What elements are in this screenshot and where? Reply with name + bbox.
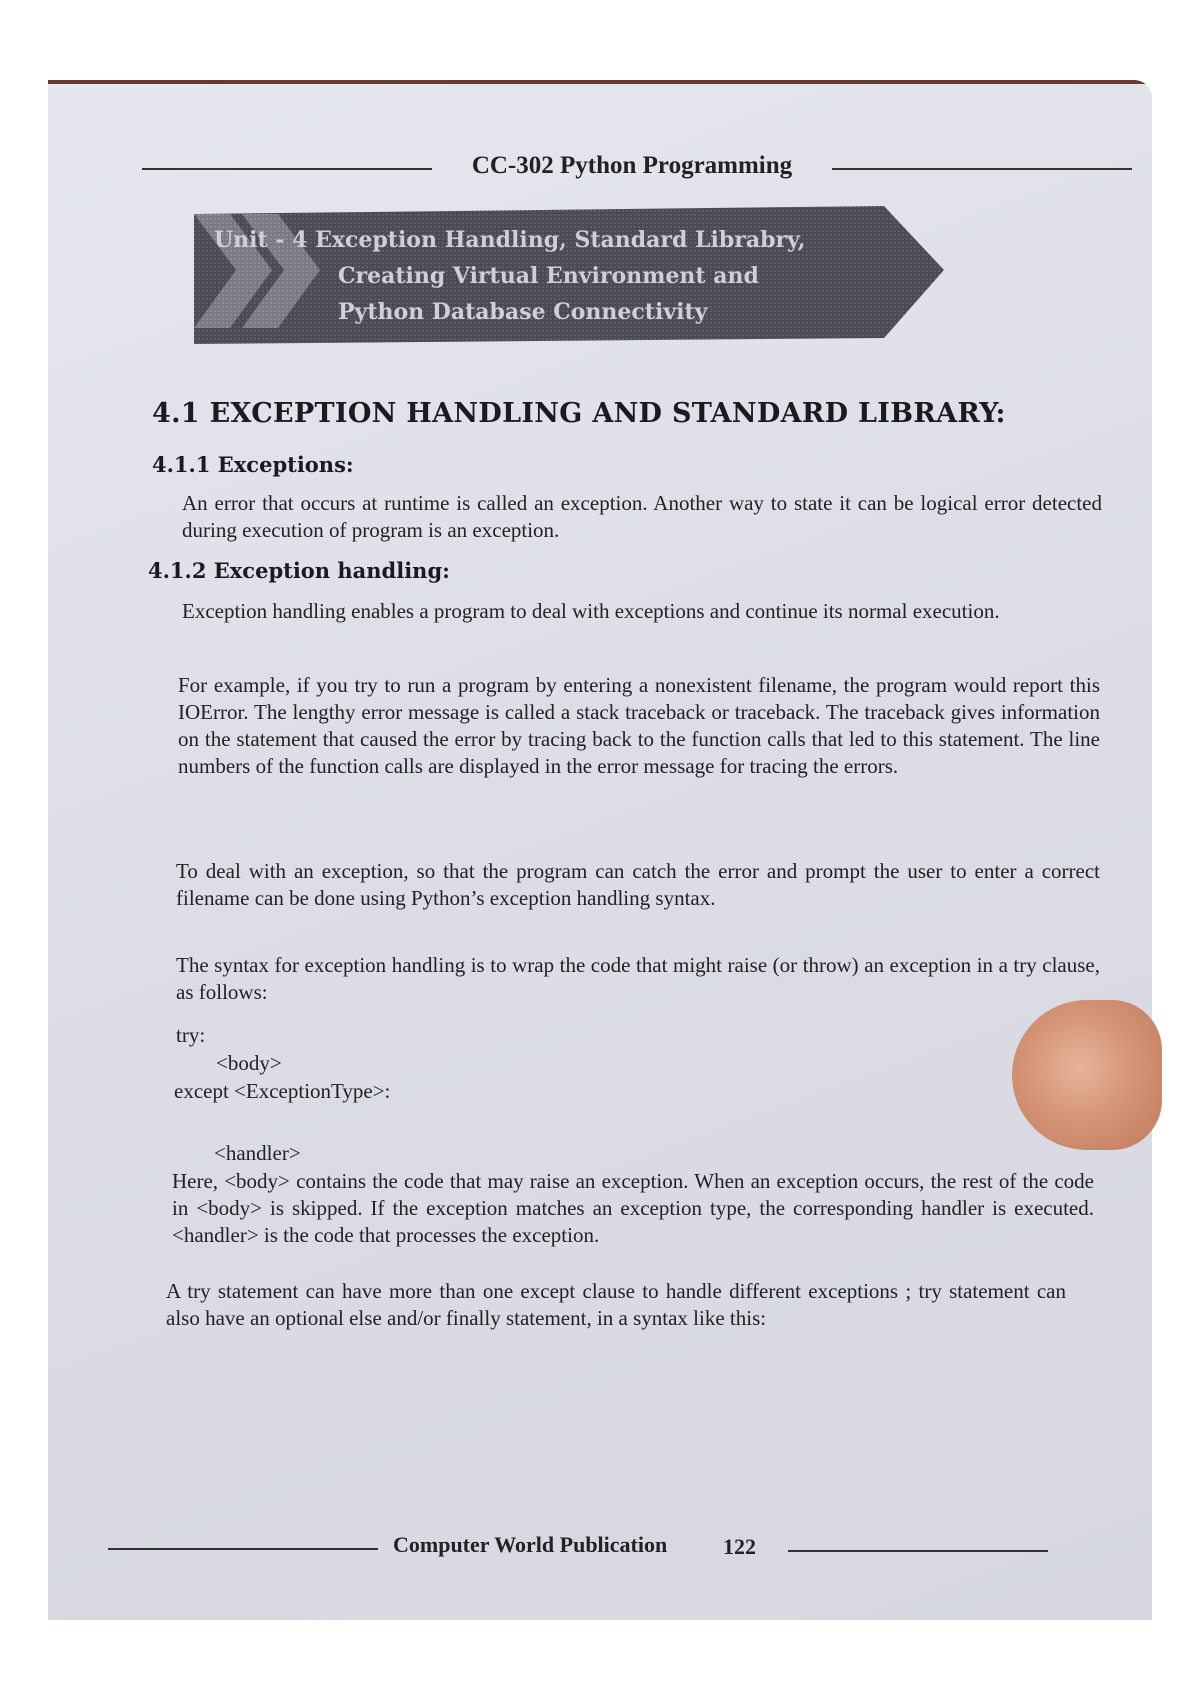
header-rule-right	[832, 168, 1132, 170]
paragraph-here-body: Here, <body> contains the code that may raise an exception. When an exception occurs, the rest of the code in <body> is skipped. If the exception matches an exception type, the corresponding handler is executed. <handler> is the code that processes the exception.	[172, 1169, 1094, 1247]
paragraph-syntax: The syntax for exception handling is to wrap the code that might raise (or throw) an exception in a try clause, as follows:	[176, 953, 1100, 1004]
page-edge	[48, 80, 1152, 84]
page-footer	[108, 1532, 1108, 1562]
page-sheet	[48, 80, 1152, 1620]
paragraph-example: For example, if you try to run a program by entering a nonexistent filename, the program would report this IOError. The lengthy error message is called a stack traceback or traceback. The traceback gives information on the statement that caused the error by tracing back to the function calls that led to this statement. The line numbers of the function calls are displayed in the error message for tracing the errors.	[178, 673, 1100, 778]
thumb	[1012, 1000, 1162, 1150]
subsection-heading-exception-handling: 4.1.2 Exception handling:	[148, 558, 450, 583]
section-heading: 4.1 EXCEPTION HANDLING AND STANDARD LIBRARY:	[152, 398, 1006, 429]
code-body: <body>	[216, 1051, 282, 1075]
paragraph-try-statement: A try statement can have more than one except clause to handle different exceptions ; try statement can also have an optional else and/or finally statement, in a syntax like this:	[166, 1279, 1066, 1330]
paragraph-deal-exception: To deal with an exception, so that the program can catch the error and prompt the user to enter a correct filename can be done using Python’s exception handling syntax.	[176, 859, 1100, 910]
subsection-heading-exceptions: 4.1.1 Exceptions:	[152, 452, 354, 477]
footer-rule-right	[788, 1550, 1048, 1552]
code-except: except <ExceptionType>:	[174, 1079, 391, 1103]
running-header	[142, 152, 1142, 182]
unit-title	[214, 222, 874, 330]
footer-publisher: Computer World Publication	[393, 1532, 668, 1557]
paragraph-exceptions: An error that occurs at runtime is called an exception. Another way to state it can be logical error detected during execution of program is an exception.	[182, 491, 1102, 542]
header-title: CC-302 Python Programming	[471, 152, 793, 179]
code-try: try:	[176, 1023, 206, 1047]
unit-title-line-1: Unit - 4 Exception Handling, Standard Librabry,	[214, 227, 806, 253]
paragraph-handling-intro: Exception handling enables a program to deal with exceptions and continue its normal execution.	[182, 599, 1000, 623]
footer-rule-left	[108, 1548, 378, 1550]
page-number: 122	[723, 1534, 756, 1559]
unit-title-line-2: Creating Virtual Environment and	[338, 263, 759, 289]
header-rule-left	[142, 168, 432, 170]
unit-title-line-3: Python Database Connectivity	[338, 299, 708, 325]
code-handler: <handler>	[214, 1141, 301, 1165]
unit-banner	[194, 206, 1034, 346]
